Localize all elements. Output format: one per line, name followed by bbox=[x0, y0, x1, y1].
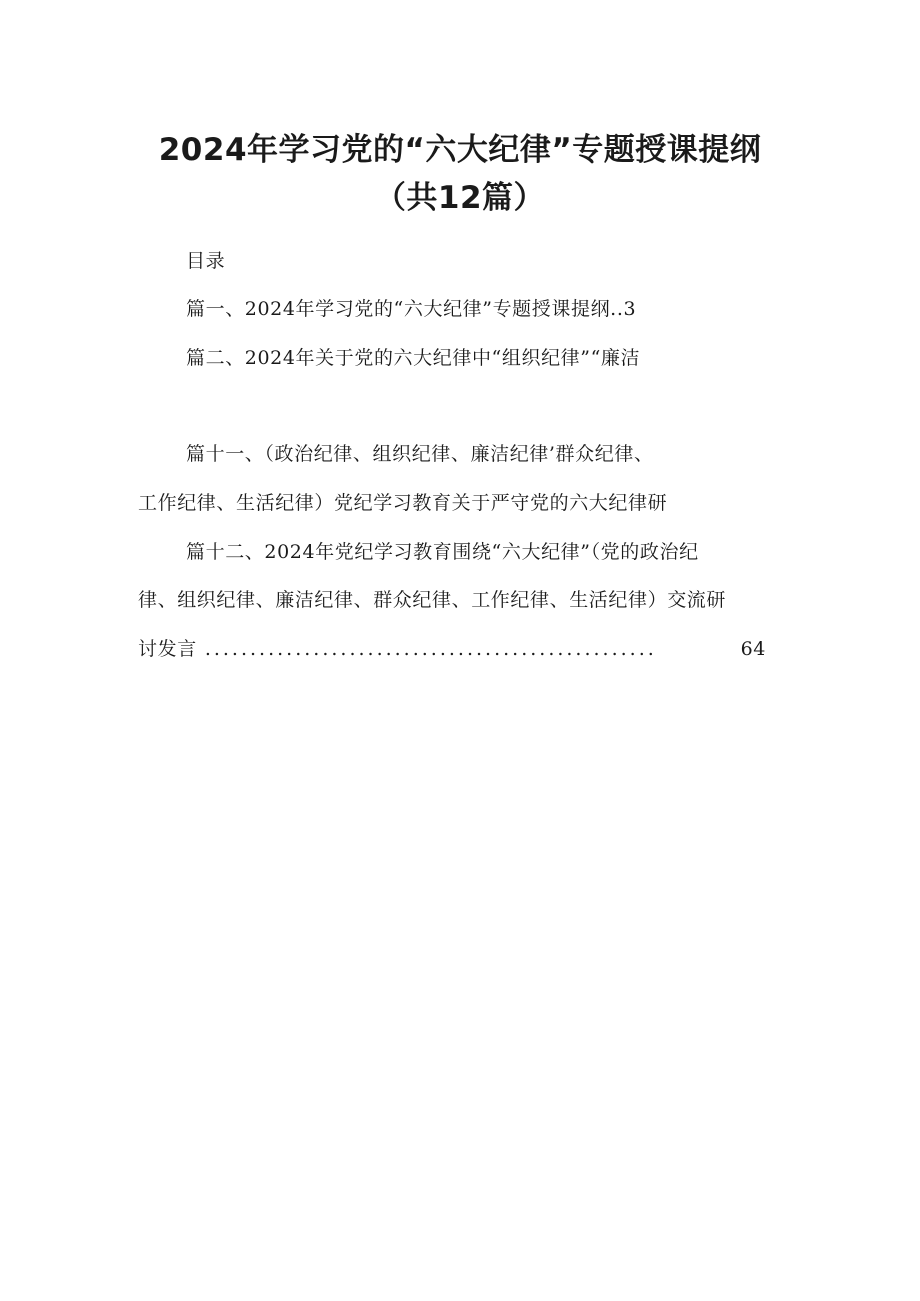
toc-dot-leader: .................................................. bbox=[204, 638, 657, 660]
toc-item-12-line-2[interactable]: 律、组织纪律、廉洁纪律、群众纪律、工作纪律、生活纪律）交流研 bbox=[138, 589, 727, 611]
toc-item-11-line-1[interactable]: 篇十一、（政治纪律、组织纪律、廉洁纪律’群众纪律、 bbox=[186, 443, 654, 465]
toc-item-12-line-3[interactable] bbox=[138, 634, 766, 661]
toc-item-12-line-1[interactable]: 篇十二、2024年党纪学习教育围绕“六大纪律”（党的政治纪 bbox=[186, 541, 699, 563]
toc-heading: 目录 bbox=[186, 250, 226, 272]
toc-page-number: 64 bbox=[740, 638, 766, 660]
document-subtitle-count: （共12篇） bbox=[374, 180, 546, 216]
toc-item-2[interactable]: 篇二、2024年关于党的六大纪律中“组织纪律”“廉洁 bbox=[186, 347, 641, 369]
document-title: 2024年学习党的“六大纪律”专题授课提纲 bbox=[158, 132, 762, 168]
toc-item-1[interactable]: 篇一、2024年学习党的“六大纪律”专题授课提纲..3 bbox=[186, 298, 637, 320]
toc-item-12-text: 讨发言 bbox=[138, 638, 197, 660]
toc-item-11-line-2[interactable]: 工作纪律、生活纪律）党纪学习教育关于严守党的六大纪律研 bbox=[138, 492, 668, 514]
